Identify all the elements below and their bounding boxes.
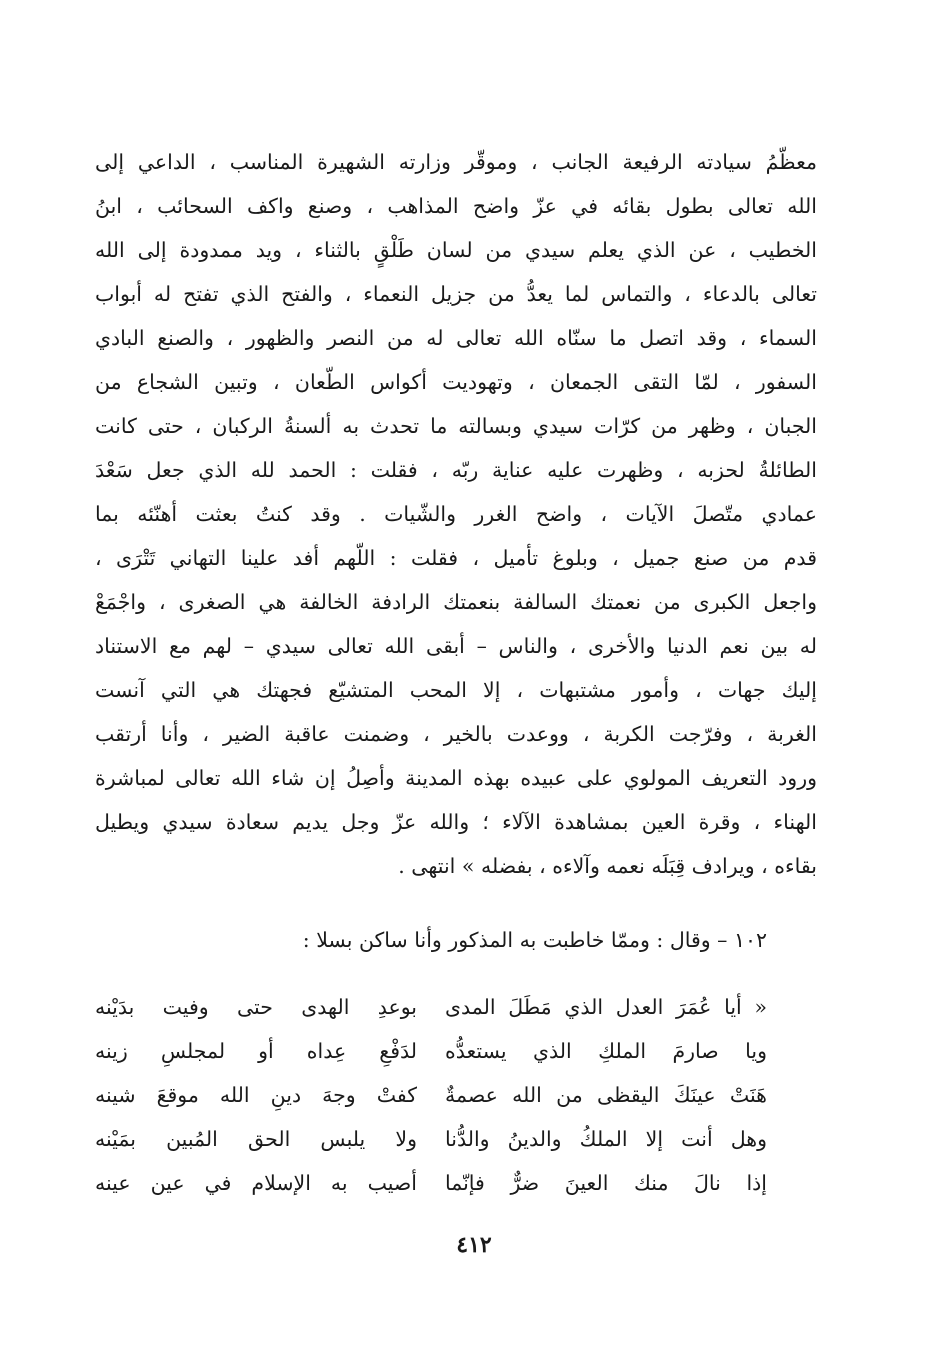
prose-paragraph [95,140,817,888]
prose-line: تعالى بالدعاء ، والتماس لما يعدُّ من جزيل النعماء ، والفتح الذي تفتح له أبواب [95,282,817,306]
second-hemistich: كفتْ وجهَ دينِ الله موقعَ شينه [95,1083,417,1107]
first-hemistich: هَنَتْ عينَكَ اليقظى من الله عصمةٌ [445,1083,767,1107]
poem-verse [95,985,767,1029]
poem-verse [95,1117,767,1161]
prose-line: ورود التعريف المولوي على عبيده بهذه المدينة وأصِلُ إن شاء الله تعالى لمباشرة [95,766,817,790]
first-hemistich: إذا نالَ منك العينَ ضرٌّ فإنّما [445,1171,767,1195]
poem [95,985,767,1205]
prose-line: إليك جهات ، وأمور مشتبهات ، إلا المحب المتشيّع فجهتك هي التي آنست [95,678,817,702]
first-hemistich: « أيا عُمَرَ العدل الذي مَطَلَ المدى [445,995,767,1019]
prose-line: الله تعالى بطول بقائه في عزّ واضح المذاهب ، وصنع واكف السحائب ، ابنُ [95,194,817,218]
page-number: ٤١٢ [456,1232,492,1258]
prose-line: الطائلةُ لحزبه ، وظهرت عليه عناية ربّه ، فقلت : الحمد لله الذي جعل سَعْدَ [95,458,817,482]
prose-line: معظّمُ سيادته الرفيعة الجانب ، وموقّر وزارته الشهيرة المناسب ، الداعي إلى [95,150,817,174]
prose-line: قدم من صنع جميل ، وبلوغ تأميل ، فقلت : اللّهم أفد علينا التهاني تَتْرَى ، [95,546,817,570]
prose-line: السفور ، لمّا التقى الجمعان ، وتهوديت أكواس الطّعان ، وتبين الشجاع من [95,370,817,394]
prose-line: بقاءه ، ويرادف قِبَلَه نعمه وآلاءه ، بفضله » انتهى . [398,854,817,878]
prose-line: واجعل الكبرى من نعمتك السالفة بنعمتك الرادفة الخالفة هي الصغرى ، واجْمَعْ [95,590,817,614]
poem-verse [95,1161,767,1205]
second-hemistich: لدَفْعِ عِداه أو لمجلسِ زينه [95,1039,417,1063]
first-hemistich: وهل أنت إلا الملكُ والدينُ والدُّنا [445,1127,767,1151]
second-hemistich: أصيب به الإسلام في عين عينه [95,1171,417,1195]
prose-line: عمادي متّصلَ الآيات ، واضح الغرر والشّيات . وقد كنتُ بعثت أهنّئه بما [95,502,817,526]
prose-line: السماء ، وقد اتصل ما سنّاه الله تعالى له من النصر والظهور ، والصنع البادي [95,326,817,350]
second-hemistich: ولا يلبس الحق المُبين بمَيْنه [95,1127,417,1151]
poem-verse [95,1029,767,1073]
prose-line: الهناء ، وقرة العين بمشاهدة الآلاء ؛ والله عزّ وجل يديم سعادة سيدي ويطيل [95,810,817,834]
prose-line: الجبان ، وظهر من كرّات سيدي وبسالته ما تحدث به ألسنةُ الركبان ، حتى كانت [95,414,817,438]
poem-verse [95,1073,767,1117]
first-hemistich: ويا صارمَ الملكِ الذي يستعدُّه [445,1039,767,1063]
prose-line: الغربة ، وفرّجت الكربة ، ووعدت بالخير ، وضمنت عاقبة الضير ، وأنا أرتقب [95,722,817,746]
section-heading: ١٠٢ – وقال : وممّا خاطبت به المذكور وأنا ساكن بسلا : [302,928,767,952]
prose-line: له بين نعم الدنيا والأخرى ، والناس – أبقى الله تعالى سيدي – لهم مع الاستناد [95,634,817,658]
second-hemistich: بوعدِ الهدى حتى وفيت بدَيْنه [95,995,417,1019]
prose-line: الخطيب ، عن الذي يعلم سيدي من لسان طَلْقٍ بالثناء ، ويد ممدودة إلى الله [95,238,817,262]
